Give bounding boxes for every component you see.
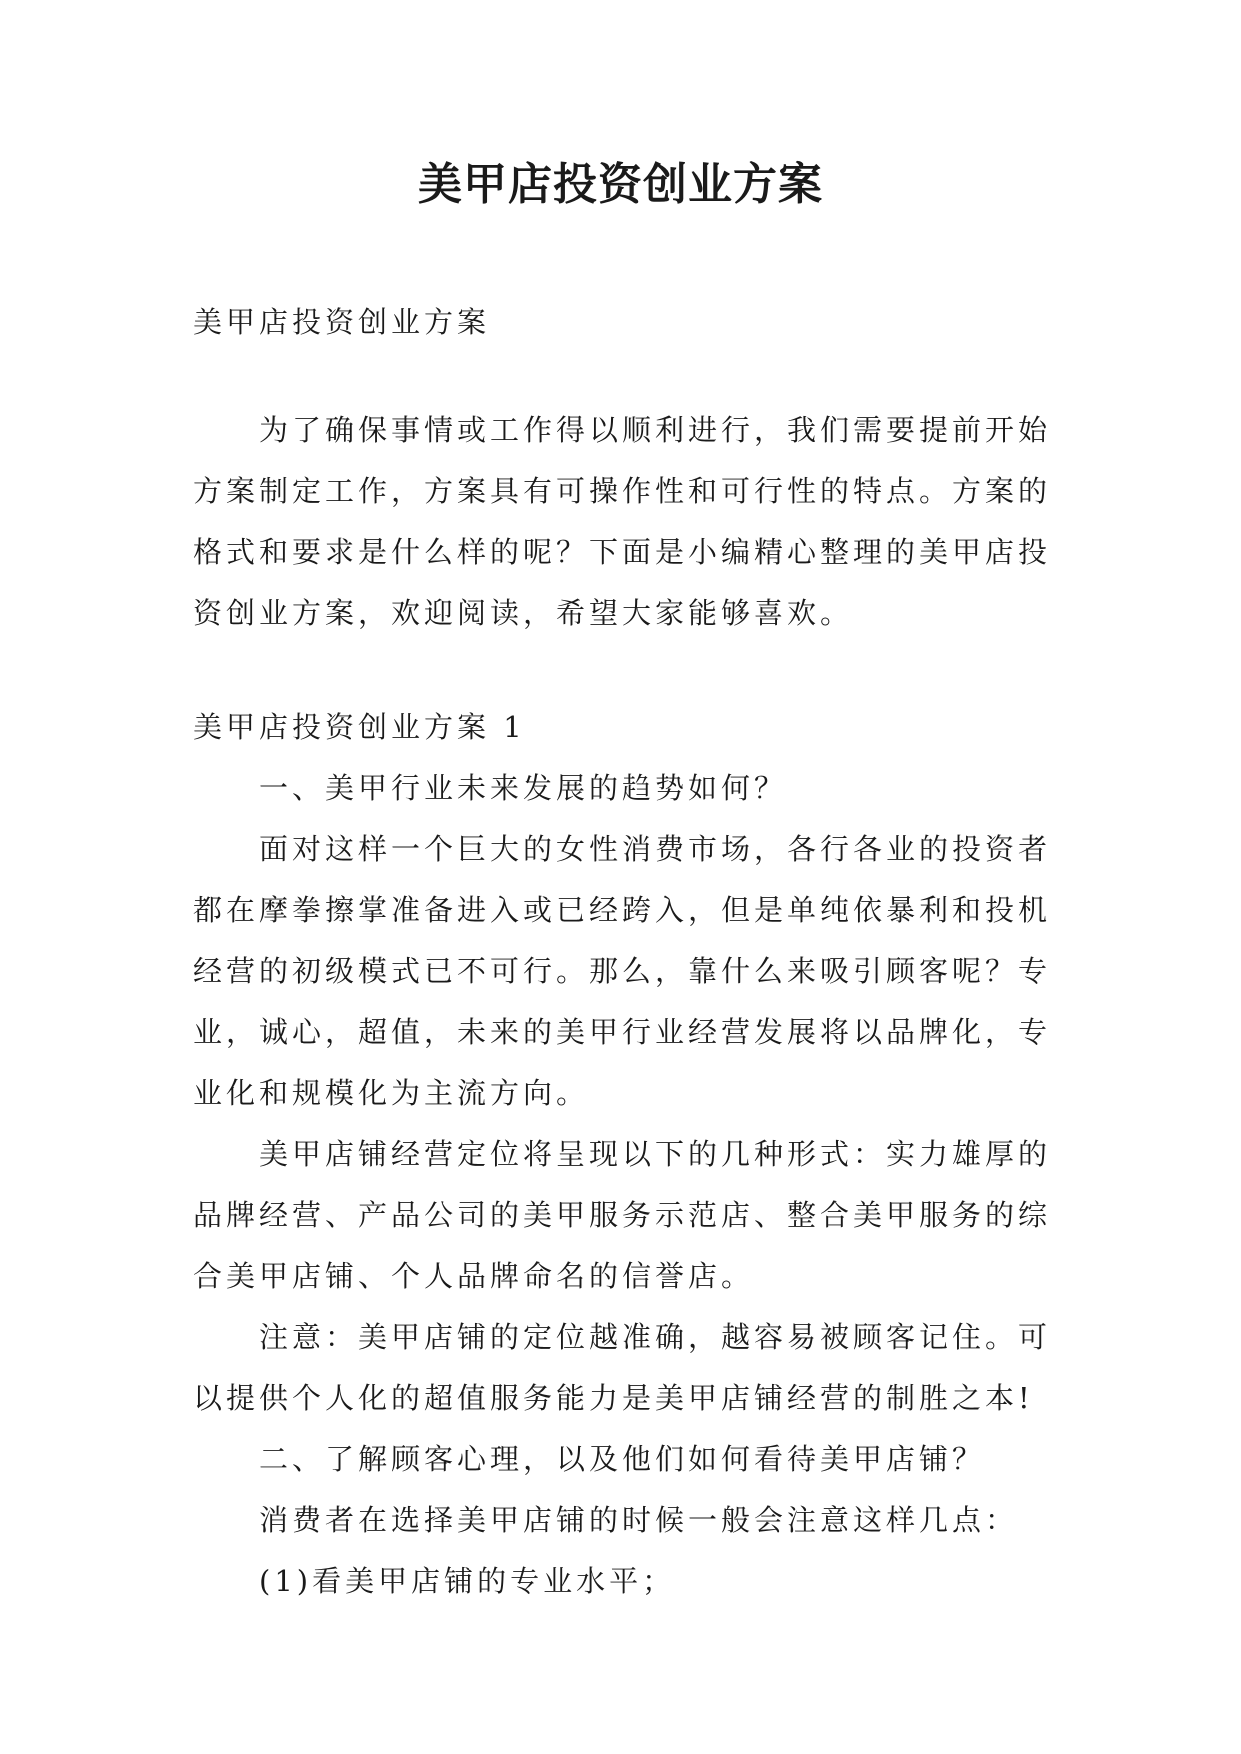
document-title: 美甲店投资创业方案 <box>418 159 823 210</box>
paragraph-positioning: 美甲店铺经营定位将呈现以下的几种形式：实力雄厚的品牌经营、产品公司的美甲服务示范店、整合美甲服务的综合美甲店铺、个人品牌命名的信誉店。 <box>193 1137 1052 1293</box>
list-item-1: (1)看美甲店铺的专业水平； <box>259 1564 676 1598</box>
document-subtitle: 美甲店投资创业方案 <box>193 305 491 339</box>
paragraph-note: 注意：美甲店铺的定位越准确，越容易被顾客记住。可以提供个人化的超值服务能力是美甲店铺经营的制胜之本! <box>193 1320 1052 1415</box>
section-1 <box>193 697 1055 1612</box>
paragraph-heading-2: 二、了解顾客心理，以及他们如何看待美甲店铺？ <box>259 1442 986 1476</box>
paragraph-heading-1: 一、美甲行业未来发展的趋势如何？ <box>259 771 788 805</box>
section-heading: 美甲店投资创业方案 1 <box>193 710 526 744</box>
intro-paragraph: 为了确保事情或工作得以顺利进行，我们需要提前开始方案制定工作，方案具有可操作性和可行性的特点。方案的格式和要求是什么样的呢？下面是小编精心整理的美甲店投资创业方案，欢迎阅读，希望大家能够喜欢。 <box>193 413 1052 630</box>
paragraph-consumer: 消费者在选择美甲店铺的时候一般会注意这样几点： <box>259 1503 1019 1537</box>
paragraph-market: 面对这样一个巨大的女性消费市场，各行各业的投资者都在摩拳擦掌准备进入或已经跨入，但是单纯依暴利和投机经营的初级模式已不可行。那么，靠什么来吸引顾客呢？专业，诚心，超值，未来的美甲行业经营发展将以品牌化，专业化和规模化为主流方向。 <box>193 832 1052 1110</box>
